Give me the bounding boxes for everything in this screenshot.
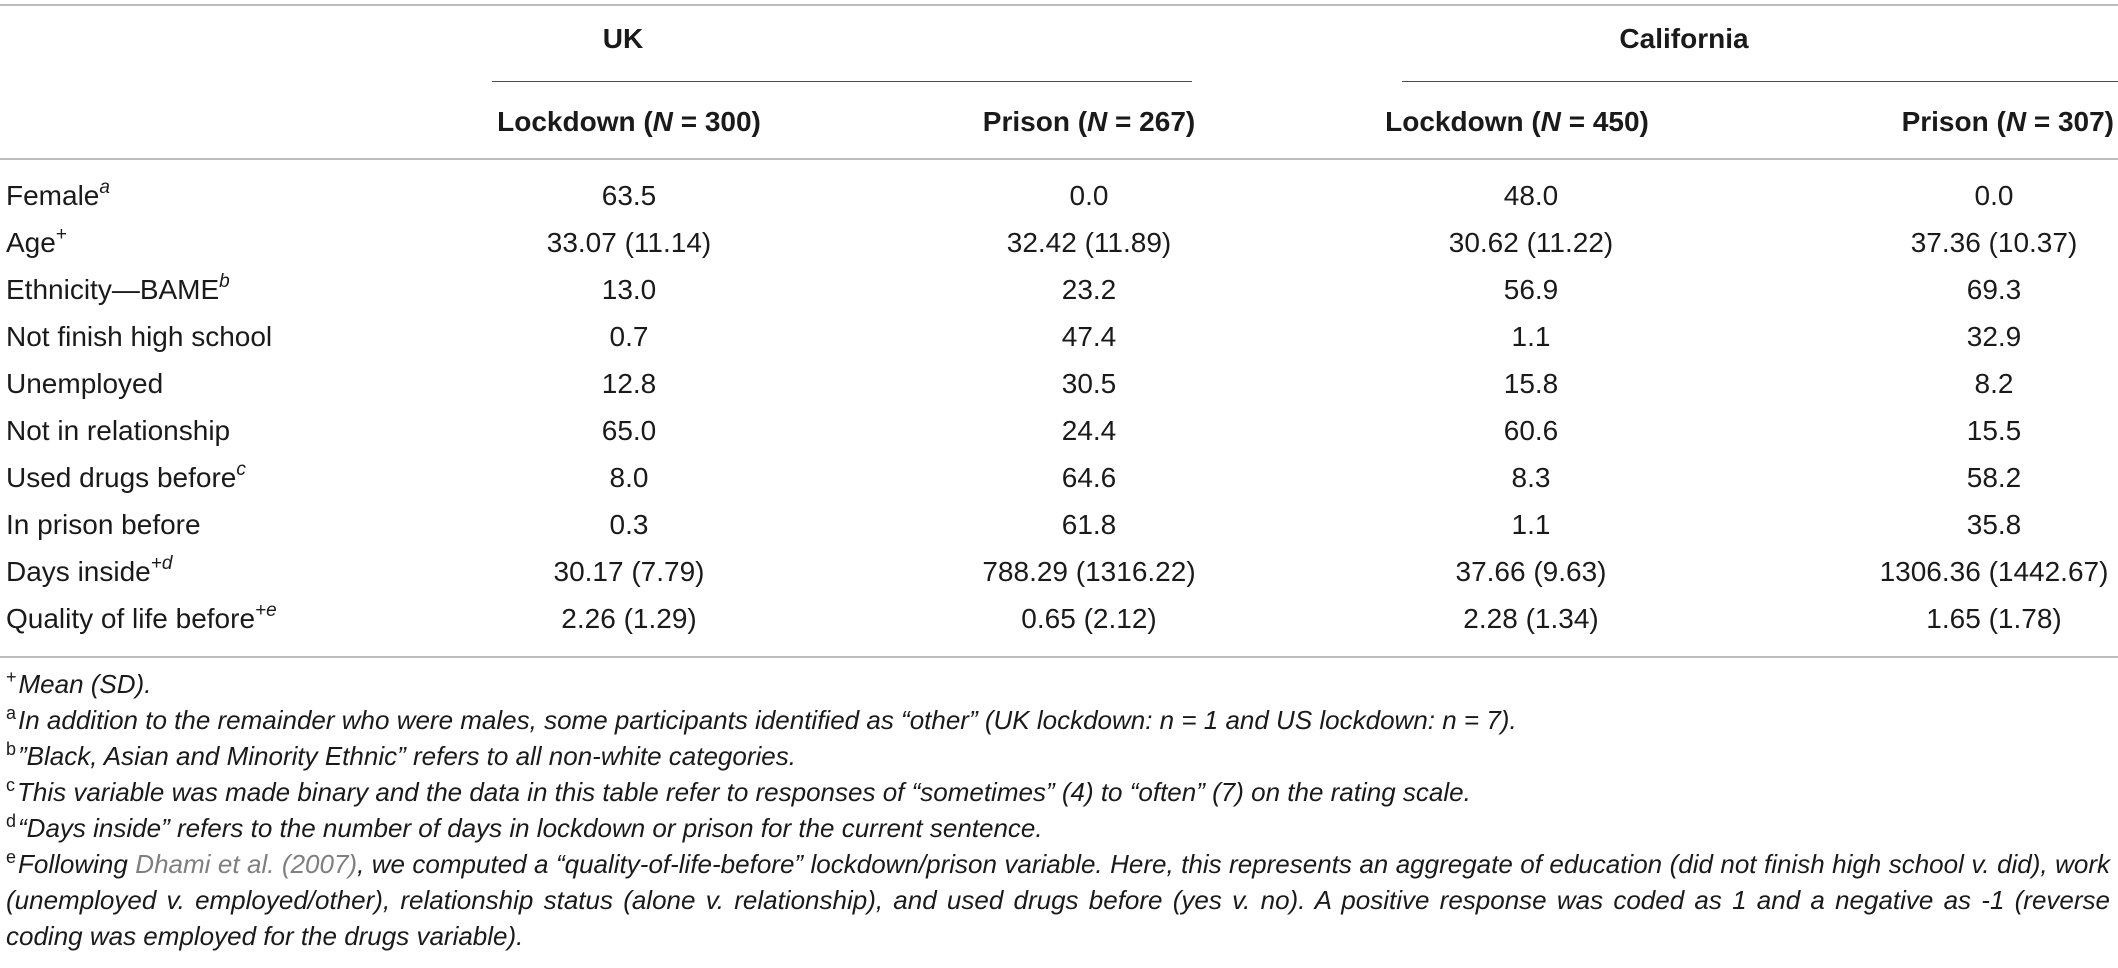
table-row (0, 454, 2118, 502)
cell-california-lockdown: 56.9 (1503, 274, 1559, 305)
row-label: Unemployed (6, 368, 164, 399)
cell-uk-prison: 30.5 (1061, 368, 1117, 399)
cell-california-lockdown: 30.62 (11.22) (1448, 227, 1614, 258)
cell-uk-lockdown: 8.0 (609, 462, 649, 493)
cell-uk-prison: 61.8 (1061, 509, 1117, 540)
cell-california-prison: 58.2 (1966, 462, 2022, 493)
table-row (0, 407, 2118, 455)
cell-california-lockdown: 15.8 (1503, 368, 1559, 399)
cell-california-lockdown: 8.3 (1511, 462, 1551, 493)
cell-california-prison: 35.8 (1966, 509, 2022, 540)
footnote-a: $^a$In addition to the remainder who were males, some participants identified as “other” (UK lockdown: n = 1 and US lockdown: n = 7). (6, 703, 1517, 735)
cell-california-lockdown: 2.28 (1.34) (1463, 603, 1599, 634)
footnote-c: $^c$This variable was made binary and the data in this table refer to responses of “sometimes” (4) to “often” (7) on the rating scale. (6, 775, 1471, 807)
cell-california-prison: 69.3 (1966, 274, 2022, 305)
table-row (0, 266, 2118, 314)
cell-california-lockdown: 1.1 (1511, 321, 1551, 352)
cell-uk-lockdown: 12.8 (601, 368, 657, 399)
table-row (0, 595, 2118, 643)
table-row (0, 313, 2118, 361)
cell-uk-prison: 0.0 (1069, 180, 1109, 211)
cell-uk-lockdown: 0.3 (609, 509, 649, 540)
cell-uk-lockdown: 65.0 (601, 415, 657, 446)
cell-california-prison: 1306.36 (1442.67) (1879, 556, 2109, 587)
footnote-d: $^d$“Days inside” refers to the number of days in lockdown or prison for the current sentence. (6, 811, 1043, 843)
cell-california-prison: 1.65 (1.78) (1926, 603, 2062, 634)
cell-uk-lockdown: 13.0 (601, 274, 657, 305)
cell-california-lockdown: 48.0 (1503, 180, 1559, 211)
footnote-plus: +Mean (SD). (6, 667, 152, 699)
table-row (0, 501, 2118, 549)
cell-california-lockdown: 60.6 (1503, 415, 1559, 446)
table-row (0, 360, 2118, 408)
cell-uk-prison: 32.42 (11.89) (1006, 227, 1172, 258)
table-row (0, 548, 2118, 596)
row-label: Not finish high school (6, 321, 273, 352)
cell-uk-prison: 47.4 (1061, 321, 1117, 352)
cell-uk-lockdown: 33.07 (11.14) (546, 227, 712, 258)
row-label: Ethnicity—BAME$^b$ (6, 270, 230, 305)
column-header-california-prison: Prison (N = 307) (1901, 106, 2114, 137)
row-label: Used drugs before$^c$ (6, 458, 246, 493)
group-underline-california (1402, 81, 2118, 82)
table-footnotes (6, 666, 2110, 954)
cell-california-prison: 32.9 (1966, 321, 2022, 352)
cell-uk-lockdown: 2.26 (1.29) (561, 603, 697, 634)
cell-uk-lockdown: 0.7 (609, 321, 649, 352)
group-header-uk: UK (602, 23, 644, 54)
cell-california-lockdown: 1.1 (1511, 509, 1551, 540)
cell-uk-lockdown: 63.5 (601, 180, 657, 211)
footnote-b: $^b$”Black, Asian and Minority Ethnic” refers to all non-white categories. (6, 739, 796, 771)
table-row (0, 219, 2118, 267)
table-row (0, 172, 2118, 220)
cell-uk-prison: 0.65 (2.12) (1021, 603, 1157, 634)
group-underline-uk (492, 81, 1192, 82)
column-header-uk-prison: Prison (N = 267) (982, 106, 1196, 137)
cell-uk-lockdown: 30.17 (7.79) (553, 556, 705, 587)
cell-uk-prison: 788.29 (1316.22) (982, 556, 1196, 587)
row-label: Female$^a$ (6, 176, 110, 211)
header-rule (0, 158, 2118, 160)
cell-uk-prison: 64.6 (1061, 462, 1117, 493)
table-top-rule (0, 4, 2118, 6)
column-header-uk-lockdown: Lockdown (N = 300) (497, 106, 761, 137)
cell-california-prison: 15.5 (1966, 415, 2022, 446)
group-header-california: California (1619, 23, 1749, 54)
citation-link-dhami-2007[interactable]: Dhami et al. (2007) (135, 849, 358, 879)
cell-california-prison: 37.36 (10.37) (1910, 227, 2078, 258)
row-label: Not in relationship (6, 415, 231, 446)
column-header-california-lockdown: Lockdown (N = 450) (1385, 106, 1649, 137)
row-label: Quality of life before$^{+e}$ (6, 599, 277, 634)
cell-california-prison: 8.2 (1974, 368, 2014, 399)
cell-uk-prison: 23.2 (1061, 274, 1117, 305)
cell-california-lockdown: 37.66 (9.63) (1455, 556, 1607, 587)
row-label: In prison before (6, 509, 201, 540)
row-label: Age+ (6, 223, 67, 258)
row-label: Days inside$^{+d}$ (6, 552, 173, 587)
cell-california-prison: 0.0 (1974, 180, 2014, 211)
table-bottom-rule (0, 656, 2118, 658)
cell-uk-prison: 24.4 (1061, 415, 1117, 446)
footnote-e: $^e$Following Dhami et al. (2007), we computed a “quality-of-life-before” lockdown/prison variable. Here, this represents an aggregate of education (did not finish high school v. did), work (unemployed v. employed/other), relationship status (alone v. relationship), and used drugs before (yes v. no). A positive response was coded as 1 and a negative as -1 (reverse coding was employed for the drugs variable). (6, 847, 2110, 951)
